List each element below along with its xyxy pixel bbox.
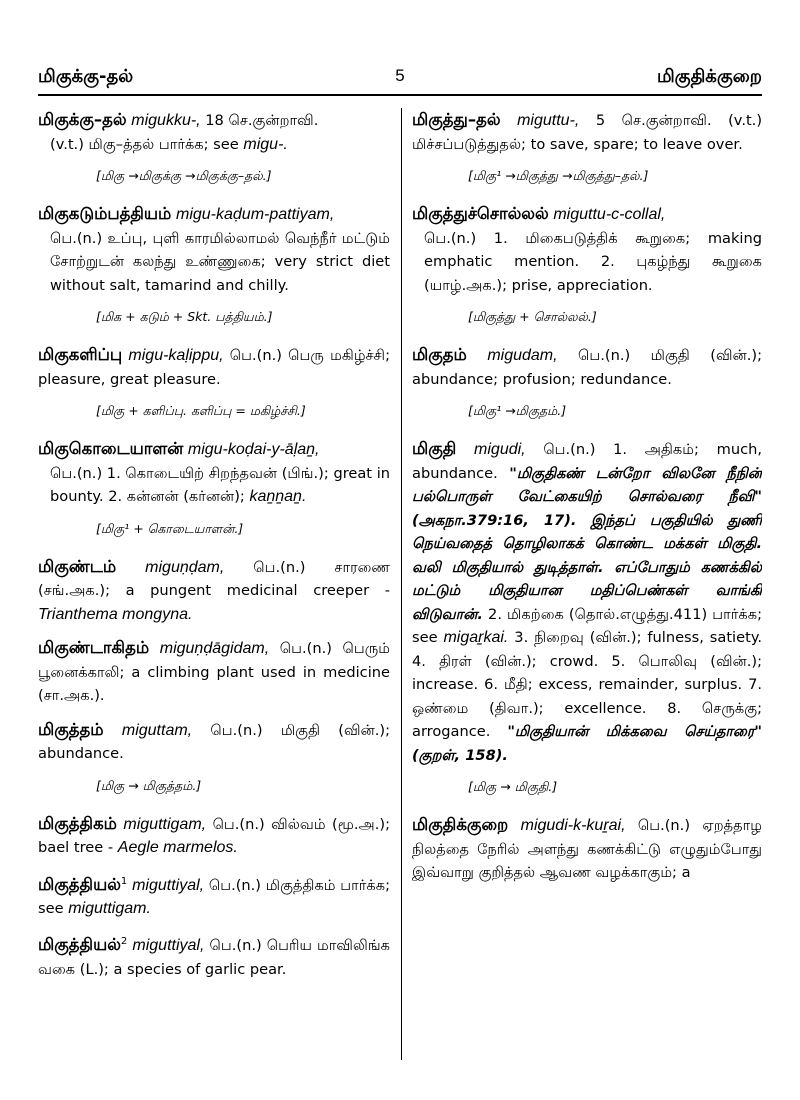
dictionary-entry (38, 718, 390, 766)
headword: மிகுதம் (412, 345, 467, 364)
etymology: [மிக + கடும் + Skt. பத்தியம்.] (96, 309, 273, 324)
etymology: [மிகு¹ →மிகுதம்.] (468, 403, 567, 418)
definition: பெ.(n.) வில்வம் (மூ.அ.); bael tree - (38, 815, 390, 856)
etymology: [மிகு → மிகுதி.] (468, 779, 558, 794)
romanization: migudam, (487, 347, 558, 364)
dictionary-entry (412, 437, 762, 767)
definition: பெ.(n.) பெரு மகிழ்ச்சி; pleasure, great pleasure. (38, 347, 390, 388)
romanization: miguttiyal, (132, 876, 205, 894)
scientific-name: Trianthema mongyna. (38, 605, 193, 623)
left-column (38, 108, 390, 1060)
homonym-number: 2 (120, 936, 128, 948)
headword: மிகுகடும்பத்தியம் (38, 204, 172, 223)
dictionary-entry (38, 636, 390, 708)
definition: பெ.(n.) மிகுதி (வின்.); abundance. (38, 721, 390, 762)
definition: பெ.(n.) மிகுதி (வின்.); abundance; profusion; redundance. (412, 347, 762, 388)
see-reference: miguttigam. (68, 899, 151, 917)
definition: பெ.(n.) சாரணை (சங்.அக.); a pungent medicinal creeper - (38, 558, 390, 599)
headword: மிகுத்தம் (38, 719, 104, 739)
definition: பெ.(n.) பெரிய மாவிலிங்க வகை (L.); a species of garlic pear. (38, 937, 390, 978)
headword: மிகுண்டாகிதம் (38, 638, 150, 657)
etymology: [மிகு → மிகுத்தம்.] (96, 777, 202, 793)
definition: பெ.(n.) உப்பு, புளி காரமில்லாமல் வெந்நீர் மட்டும் சோற்றுடன் கலந்து உண்ணுகை; very strict diet without salt, tamarind and chilly. (50, 229, 390, 294)
headword: மிகுகொடையாளன் (38, 439, 184, 458)
definition: 3. நிறைவு (வின்.); fulness, satiety. 4. திரள் (வின்.); crowd. 5. பொலிவு (வின்.); increase. 6. மீதி; excess, remainder, surplus. 7. ஒண்மை (திவா.); excellence. 8. செருக்கு; arrogance. (412, 629, 762, 740)
dictionary-entry (38, 108, 390, 156)
page-header (38, 62, 762, 96)
headword: மிகுத்தியல் (38, 935, 121, 955)
headword: மிகுத்தியல் (38, 874, 121, 894)
romanization: migudi, (474, 441, 526, 458)
dictionary-entry (412, 813, 762, 885)
definition: (v.t.) மிகு–த்தல் பார்க்க; see (50, 135, 239, 153)
definition: பெ.(n.) மிகுத்திகம் பார்க்க; see (38, 876, 390, 917)
romanization: migukku-, (131, 112, 201, 129)
romanization: migudi-k-kuṟai, (520, 817, 626, 834)
dictionary-entry (412, 202, 762, 297)
headword: மிகுக்கு–தல் (38, 110, 127, 129)
romanization: miguttigam, (123, 815, 207, 833)
usage-example: இந்தப் பகுதியில் துணி நெய்வதைத் தொழிலாகக் கொண்ட மக்கள் மிகுதி. வலி மிகுதியால் துடித்தாள். எப்போதும் கணக்கில் மட்டும் மிகுதியான மதிப்பெண்கள் வாங்கி விடுவான். (412, 511, 762, 623)
dictionary-entry (412, 108, 762, 156)
dictionary-entry (38, 812, 390, 860)
etymology: [மிகுத்து + சொல்லல்.] (468, 309, 597, 324)
definition: பெ.(n.) 1. அதிகம்; much, abundance. (412, 441, 762, 482)
romanization: miguṇḍāgidam, (159, 640, 270, 657)
right-column (412, 108, 762, 1060)
quotation: "மிகுதிகண் டன்றோ விலனே நீநின் பல்பொருள் வேட்கையிற் சொல்வரை நீவி" (அகநா.379:16, 17). (412, 464, 762, 529)
column-divider (401, 108, 402, 1060)
dictionary-entry (38, 437, 390, 509)
definition: பெ.(n.) 1. கொடையிற் சிறந்தவன் (பிங்.); great in bounty. 2. கன்னன் (கர்னன்); (50, 464, 390, 505)
homonym-number: 1 (120, 875, 128, 887)
columns (38, 108, 762, 1060)
romanization: miguttiyal, (132, 937, 205, 955)
romanization: miguttu-c-collal, (553, 206, 666, 223)
dictionary-entry (38, 930, 390, 981)
romanization: miguttu-, (517, 112, 580, 129)
scientific-name: Aegle marmelos. (117, 839, 238, 856)
headword: மிகுண்டம் (38, 556, 117, 576)
dictionary-entry (38, 555, 390, 627)
romanization: migu-koḍai-y-āḷaṉ, (187, 441, 320, 458)
headword: மிகுத்துச்சொல்லல் (412, 204, 549, 223)
headword: மிகுத்திகம் (38, 813, 117, 833)
dictionary-entry (38, 202, 390, 297)
header-left-word: மிகுக்கு-தல் (38, 66, 134, 87)
headword: மிகுத்து–தல் (412, 110, 501, 129)
see-reference: migu-. (243, 135, 288, 153)
definition: பெ.(n.) பெரும் பூனைக்காலி; a climbing plant used in medicine (சா.அக.). (38, 640, 390, 704)
dictionary-entry (412, 343, 762, 391)
quotation: "மிகுதியான் மிக்கவை செய்தாரை" (குறள், 158). (412, 723, 762, 764)
etymology: [மிகு + களிப்பு. களிப்பு = மகிழ்ச்சி.] (96, 403, 306, 418)
definition: 5 செ.குன்றாவி. (v.t.) மிச்சப்படுத்துதல்; to save, spare; to leave over. (412, 112, 762, 153)
definition: பெ.(n.) ஏறத்தாழ நிலத்தை நேரில் அளந்து கணக்கிட்டு எழுதும்போது இவ்வாறு குறித்தல் ஆவண வழக்காகும்; a (412, 817, 762, 881)
etymology: [மிகு¹ + கொடையாளன்.] (96, 520, 244, 536)
definition: பெ.(n.) 1. மிகைபடுத்திக் கூறுகை; making emphatic mention. 2. புகழ்ந்து கூறுகை (யாழ்.அக.); prise, appreciation. (424, 229, 762, 294)
etymology: [மிகு¹ →மிகுத்து →மிகுத்து–தல்.] (468, 168, 649, 183)
see-reference: migaṟkai. (443, 629, 509, 646)
romanization: miguṇḍam, (145, 558, 225, 576)
grammar-label: 18 செ.குன்றாவி. (205, 112, 319, 129)
headword: மிகுதிக்குறை (412, 815, 509, 834)
romanization-reference: kaṉṉaṉ. (249, 488, 307, 505)
definition: 2. மிகற்கை (தொல்.எழுத்து.411) பார்க்க; see (412, 605, 762, 646)
romanization: miguttam, (121, 721, 193, 739)
headword: மிகுகளிப்பு (38, 345, 123, 364)
romanization: migu-kaḷippu, (128, 347, 224, 364)
dictionary-entry (38, 343, 390, 391)
dictionary-entry (38, 870, 390, 921)
headword: மிகுதி (412, 439, 457, 458)
etymology: [மிகு →மிகுக்கு →மிகுக்கு–தல்.] (96, 168, 272, 183)
header-rule (38, 94, 762, 96)
page-number: 5 (395, 66, 405, 85)
romanization: migu-kaḍum-pattiyam, (175, 206, 335, 223)
header-right-word: மிகுதிக்குறை (656, 66, 762, 87)
